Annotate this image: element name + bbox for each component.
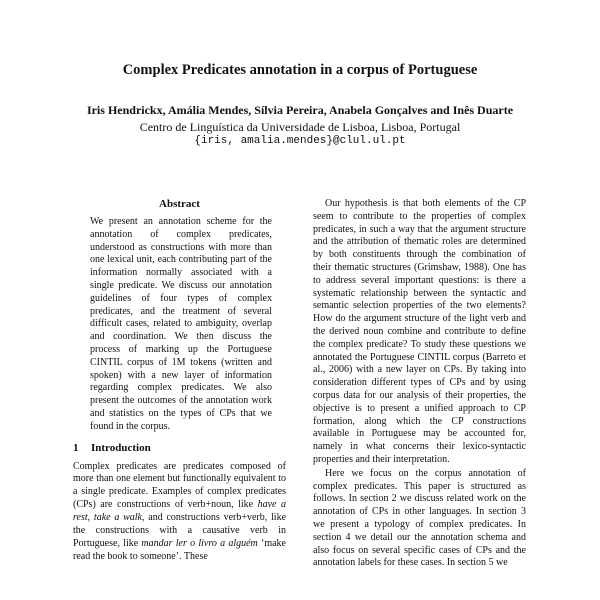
- intro-sep: ,: [87, 512, 94, 524]
- paper-affiliation: Centro de Linguística da Universidade de Lisboa, Lisboa, Portugal: [139, 120, 461, 134]
- example-have-a-rest: have a rest: [73, 499, 286, 524]
- abstract-heading: Abstract: [159, 198, 200, 210]
- section-heading-introduction: [73, 442, 286, 454]
- right-paragraph-2: Here we focus on the corpus annotation of complex predicates. This paper is structured as follows. In section 2 we discuss related work on the annotation of CPs in other languages. In section 3 we present a typology of complex predicates. In section 4 we detail our the annotation schema and also focus on several specific cases of CPs and the annotation labels for these cases. In section 5 we: [313, 467, 526, 569]
- paper-email: {iris, amalia.mendes}@clul.ul.pt: [194, 135, 406, 147]
- example-take-a-walk: take a walk: [93, 512, 142, 524]
- left-column: [73, 198, 286, 564]
- right-paragraph-1: Our hypothesis is that both elements of the CP seem to contribute to the properties of complex predicates, in such a way that the argument structure and the attribution of thematic roles are determined by both constituents through the combination of their thematic structures (Grimshaw, 1988). One has to address several important questions: is there a systematic relationship between the syntactic and semantic selection properties of the two elements? How do the argument structure of the light verb and the derived noun combine and contribute to define the complex predicate? To study these questions we annotated the Portuguese CINTIL corpus (Barreto et al., 2006) with a new layer on CPs. By taking into consideration different types of CPs and by using corpus data for our analysis of their properties, the objective is to present a unified approach to CP formation, along which the CP constructions available in Portuguese may be accounted for, namely in what concerns their lexico-syntactic properties and their interpretation.: [313, 198, 526, 465]
- intro-text-2: , and constructions verb+verb, like the constructions with a causative verb in Portuguese, like: [73, 512, 287, 549]
- paper-authors: Iris Hendrickx, Amália Mendes, Sílvia Pereira, Anabela Gonçalves and Inês Duarte: [86, 103, 514, 117]
- section-number: 1: [73, 441, 79, 454]
- right-column: [313, 198, 526, 570]
- paper-title: Complex Predicates annotation in a corpus of Portuguese: [122, 62, 478, 78]
- intro-text-3: ‘make read the book to someone’. These: [73, 537, 286, 562]
- example-mandar-ler: mandar ler o livro a alguém: [141, 537, 258, 549]
- abstract-text: We present an annotation scheme for the annotation of complex predicates, understood as constructions with more than one lexical unit, each contributing part of the information normally associated with a single predicate. We discuss our annotation guidelines of four types of complex predicates, and the treatment of several difficult cases, related to ambiguity, overlap and coordination. We then discuss the process of marking up the Portuguese CINTIL corpus of 1M tokens (written and spoken) with a new layer of information regarding complex predicates. We also present the outcomes of the annotation work and statistics on the types of CPs that we found in the corpus.: [90, 216, 272, 432]
- section-title: Introduction: [91, 441, 151, 454]
- intro-paragraph: [73, 461, 286, 564]
- intro-text-1: Complex predicates are predicates composed of more than one element but functionally equivalent to a single predicate. Examples of complex predicates (CPs) are constructions of verb+noun, like: [73, 460, 286, 511]
